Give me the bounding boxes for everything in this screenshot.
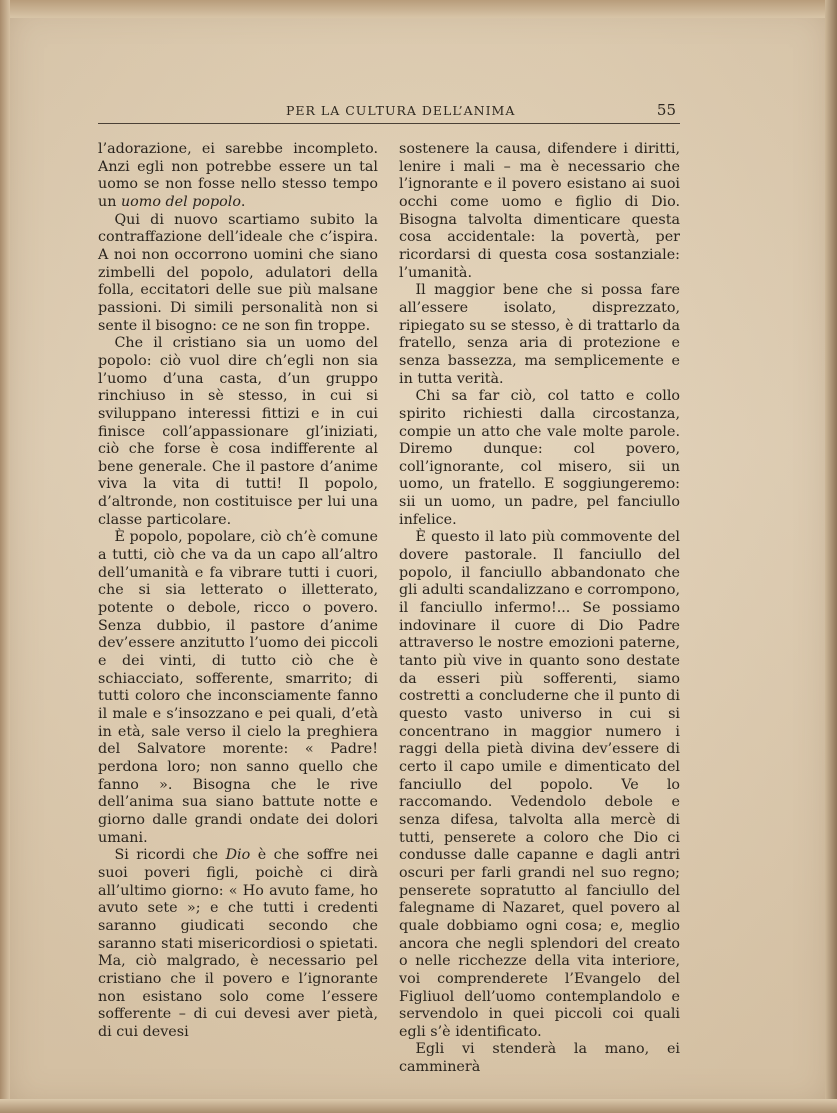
text-run: è che soffre nei suoi poveri figli, poichè ci dirà all’ultimo giorno: « Ho avuto fame, ho avuto sete »; e che tutti i credenti saranno giudicati secondo che saranno stati misericordiosi o spietati. Ma, ciò malgrado, è necessario pel cristiano che il povero e l’ignorante non esistano solo come l’essere sofferente – di cui devesi aver pietà, di cui devesi xyxy=(98,847,378,1040)
page-bottom-edge xyxy=(0,1099,837,1113)
text-run: . xyxy=(240,193,246,210)
text-run: Egli vi stenderà la mano, ei camminerà xyxy=(399,1041,680,1076)
running-head xyxy=(98,101,680,121)
page-number: 55 xyxy=(656,101,676,119)
paragraph xyxy=(98,212,378,336)
right-column xyxy=(399,141,680,1077)
paragraph xyxy=(98,141,378,212)
paragraph xyxy=(98,335,378,529)
paragraph xyxy=(399,141,680,282)
left-column xyxy=(98,141,378,1041)
paragraph xyxy=(98,847,378,1041)
text-run: l’adorazione, ei sarebbe incompleto. Anzi egli non potrebbe essere un tal uomo se non fosse nello stesso tempo un xyxy=(98,141,378,210)
running-title: PER LA CULTURA DELL’ANIMA xyxy=(286,103,516,118)
text-run: È questo il lato più commovente del dovere pastorale. Il fanciullo del popolo, il fanciullo abbandonato che gli adulti scandalizzano e corrompono, il fanciullo infermo!... Se possiamo indovinare il cuore di Dio Padre attraverso le nostre emozioni paterne, tanto più vive in quanto sono destate da esseri più sofferenti, siamo costretti a concluderne che il punto di questo vasto universo in cui si concentrano in maggior numero i raggi della pietà divina dev’essere di certo il capo umile e dimenticato del fanciullo del popolo. Ve lo raccomando. Vedendolo debole e senza difesa, talvolta alla mercè di tutti, penserete a coloro che Dio ci condusse dalle capanne e dagli antri oscuri per farli grandi nel suo regno; penserete sopratutto al fanciullo del falegname di Nazaret, quel povero al quale dobbiamo ogni cosa; e, meglio ancora che negli splendori del creato o nelle ricchezze della vita interiore, voi comprenderete l’Evangelo del Figliuol dell’uomo contemplandolo e servendolo in quei piccoli coi quali egli s’è identificato. xyxy=(399,529,680,1040)
page-left-edge xyxy=(0,0,10,1113)
italic-text: uomo del popolo xyxy=(120,193,241,210)
text-run: Chi sa far ciò, col tatto e collo spirito richiesti dalla circostanza, compie un atto che vale molte parole. Diremo dunque: col povero, coll’ignorante, col misero, sii un uomo, un fratello. E soggiungeremo: sii un uomo, un padre, pel fanciullo infelice. xyxy=(399,388,680,528)
paragraph xyxy=(98,529,378,847)
page-top-edge xyxy=(0,0,837,18)
paragraph xyxy=(399,1041,680,1076)
paragraph xyxy=(399,529,680,1041)
italic-text: Dio xyxy=(225,847,251,864)
page-right-edge xyxy=(825,0,837,1113)
text-run: Si ricordi che xyxy=(114,847,226,864)
text-run: sostenere la causa, difendere i diritti, lenire i mali – ma è necessario che l’ignorante e il povero esistano ai suoi occhi come uomo e figlio di Dio. Bisogna talvolta dimenticare questa cosa accidentale: la povertà, per ricordarsi di questa cosa sostanziale: l’umanità. xyxy=(399,141,680,281)
header-rule xyxy=(98,123,680,124)
text-run: Qui di nuovo scartiamo subito la contraffazione dell’ideale che c’ispira. A noi non occorrono uomini che siano zimbelli del popolo, adulatori della folla, eccitatori delle sue più malsane passioni. Di simili personalità non si sente il bisogno: ce ne son fin troppe. xyxy=(98,211,378,334)
paragraph xyxy=(399,282,680,388)
text-run: Il maggior bene che si possa fare all’essere isolato, disprezzato, ripiegato su se stesso, è di trattarlo da fratello, senza aria di protezione e senza bassezza, ma semplicemente e in tutta verità. xyxy=(399,282,680,387)
text-run: Che il cristiano sia un uomo del popolo: ciò vuol dire ch’egli non sia l’uomo d’una casta, d’un gruppo rinchiuso in sè stesso, in cui si sviluppano interessi fittizi e in cui finisce coll’appassionare gl’iniziati, ciò che forse è cosa indifferente al bene generale. Che il pastore d’anime viva la vita di tutti! Il popolo, d’altronde, non costituisce per lui una classe particolare. xyxy=(98,335,378,528)
paragraph xyxy=(399,388,680,529)
text-run: È popolo, popolare, ciò ch’è comune a tutti, ciò che va da un capo all’altro dell’umanità e fa vibrare tutti i cuori, che si sia letterato o illetterato, potente o debole, ricco o povero. Senza dubbio, il pastore d’anime dev’essere anzitutto l’uomo dei piccoli e dei vinti, di tutto ciò che è schiacciato, sofferente, smarrito; di tutti coloro che inconsciamente fanno il male e s’insozzano e pei quali, d’età in età, sale verso il cielo la preghiera del Salvatore morente: « Padre! perdona loro; non sanno quello che fanno ». Bisogna che le rive dell’anima sua siano battute notte e giorno dalle grandi ondate dei dolori umani. xyxy=(98,529,378,846)
